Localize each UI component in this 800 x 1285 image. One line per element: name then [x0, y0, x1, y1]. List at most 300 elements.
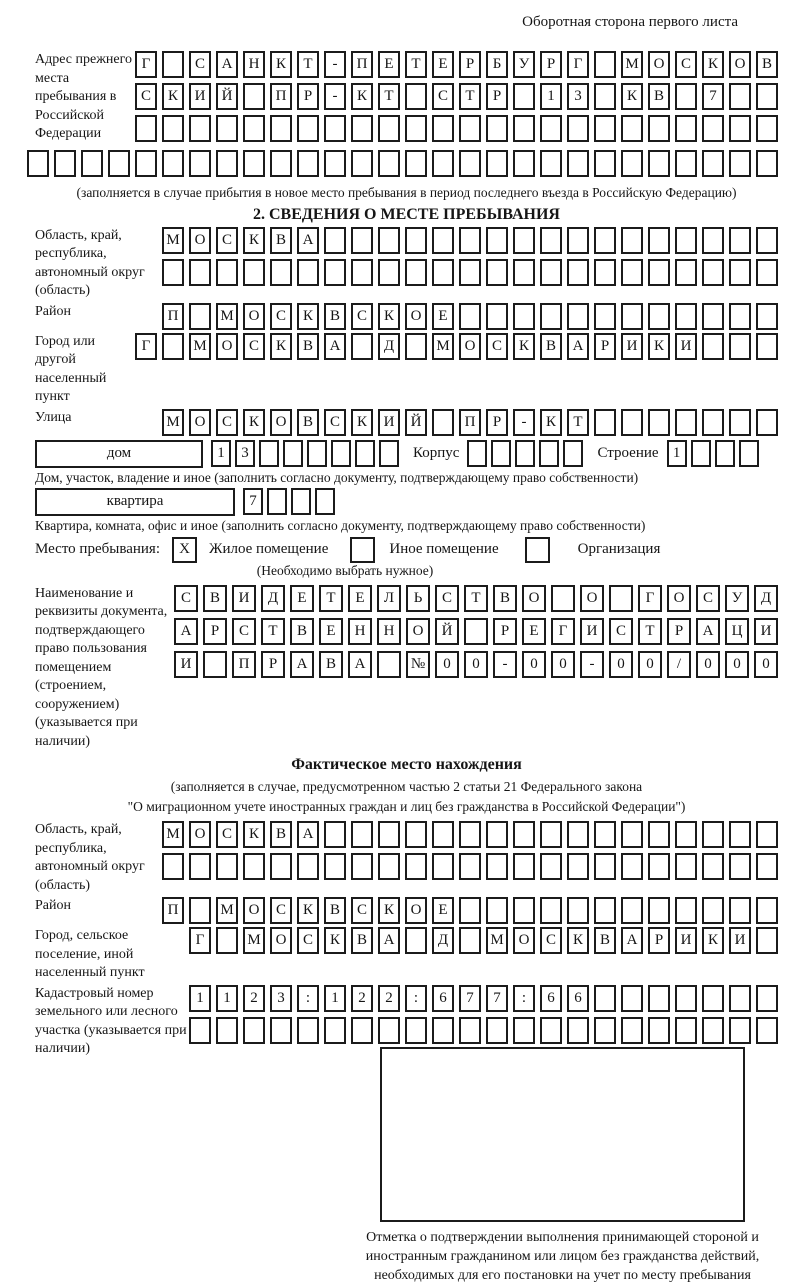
char-cell: К: [378, 303, 400, 330]
document-label: Наименование и реквизиты документа, подтверждающего право пользования помещением (строением, сооружением) (указывается при наличии): [35, 585, 168, 749]
city-label: Город или другой населенный пункт: [35, 333, 107, 404]
char-cell: [756, 115, 778, 142]
char-cell: Е: [348, 585, 372, 612]
prev-address-row-1: [135, 51, 778, 78]
char-cell: :: [405, 985, 427, 1012]
char-cell: [378, 259, 400, 286]
char-cell: [351, 333, 373, 360]
char-cell: А: [324, 333, 346, 360]
char-cell: О: [459, 333, 481, 360]
char-cell: [702, 150, 724, 177]
char-cell: 0: [435, 651, 459, 678]
char-cell: А: [297, 227, 319, 254]
stay-type-hint: (Необходимо выбрать нужное): [256, 562, 434, 578]
char-cell: Р: [648, 927, 670, 954]
char-cell: С: [216, 227, 238, 254]
char-cell: [729, 897, 751, 924]
char-cell: [702, 409, 724, 436]
char-cell: И: [675, 927, 697, 954]
char-cell: [715, 440, 735, 467]
char-cell: [702, 821, 724, 848]
char-cell: -: [513, 409, 535, 436]
actual-region-row-1: [162, 821, 778, 848]
char-cell: В: [351, 927, 373, 954]
char-cell: И: [174, 651, 198, 678]
char-cell: О: [189, 821, 211, 848]
char-cell: К: [378, 897, 400, 924]
house-caption: Дом, участок, владение и иное (заполнить согласно документу, подтверждающему право собственности): [35, 469, 639, 485]
char-cell: К: [702, 51, 724, 78]
char-cell: [513, 853, 535, 880]
char-cell: [729, 259, 751, 286]
char-cell: [702, 985, 724, 1012]
stay-type-checkbox-other: [350, 537, 375, 563]
region-block: [35, 227, 778, 298]
char-cell: К: [621, 83, 643, 110]
char-cell: П: [459, 409, 481, 436]
char-cell: [216, 115, 238, 142]
char-cell: Т: [261, 618, 285, 645]
char-cell: [594, 409, 616, 436]
char-cell: /: [667, 651, 691, 678]
char-cell: С: [232, 618, 256, 645]
char-cell: [486, 303, 508, 330]
char-cell: [567, 1017, 589, 1044]
char-cell: [459, 1017, 481, 1044]
char-cell: 0: [638, 651, 662, 678]
char-cell: -: [493, 651, 517, 678]
char-cell: Д: [432, 927, 454, 954]
char-cell: В: [203, 585, 227, 612]
char-cell: [331, 440, 351, 467]
char-cell: [621, 821, 643, 848]
char-cell: С: [324, 409, 346, 436]
char-cell: Н: [348, 618, 372, 645]
char-cell: [594, 83, 616, 110]
char-cell: [459, 259, 481, 286]
char-cell: 7: [459, 985, 481, 1012]
char-cell: К: [351, 409, 373, 436]
char-cell: К: [540, 409, 562, 436]
char-cell: [379, 440, 399, 467]
char-cell: П: [232, 651, 256, 678]
char-cell: В: [648, 83, 670, 110]
char-cell: О: [406, 618, 430, 645]
region-row-2: [162, 259, 778, 286]
char-cell: [567, 150, 589, 177]
char-cell: О: [513, 927, 535, 954]
char-cell: К: [702, 927, 724, 954]
char-cell: Е: [378, 51, 400, 78]
actual-region-label: Область, край, республика, автономный округ (область): [35, 822, 145, 893]
char-cell: [405, 150, 427, 177]
char-cell: Т: [378, 83, 400, 110]
char-cell: [567, 115, 589, 142]
char-cell: [270, 150, 292, 177]
char-cell: [729, 821, 751, 848]
char-cell: [432, 115, 454, 142]
char-cell: П: [351, 51, 373, 78]
char-cell: Т: [459, 83, 481, 110]
char-cell: [162, 115, 184, 142]
char-cell: [540, 303, 562, 330]
char-cell: К: [270, 51, 292, 78]
char-cell: Р: [203, 618, 227, 645]
char-cell: [756, 897, 778, 924]
char-cell: [351, 115, 373, 142]
char-cell: [108, 150, 130, 177]
stamp-section: [35, 1047, 778, 1285]
char-cell: [135, 150, 157, 177]
char-cell: Е: [319, 618, 343, 645]
char-cell: [675, 227, 697, 254]
city-row: [35, 333, 778, 407]
char-cell: 7: [702, 83, 724, 110]
char-cell: 0: [725, 651, 749, 678]
prev-address-row-3: [135, 115, 778, 142]
char-cell: Н: [243, 51, 265, 78]
char-cell: [563, 440, 583, 467]
region-label: Область, край, республика, автономный округ (область): [35, 227, 145, 298]
char-cell: [324, 1017, 346, 1044]
char-cell: С: [243, 333, 265, 360]
char-cell: [203, 651, 227, 678]
apartment-row: [35, 488, 778, 516]
char-cell: [259, 440, 279, 467]
char-cell: С: [351, 303, 373, 330]
char-cell: А: [216, 51, 238, 78]
char-cell: [291, 488, 311, 515]
char-cell: Т: [638, 618, 662, 645]
char-cell: [315, 488, 335, 515]
char-cell: [609, 585, 633, 612]
char-cell: П: [270, 83, 292, 110]
char-cell: [27, 150, 49, 177]
char-cell: [513, 227, 535, 254]
char-cell: [432, 853, 454, 880]
char-cell: [405, 333, 427, 360]
char-cell: [513, 115, 535, 142]
char-cell: [189, 150, 211, 177]
char-cell: А: [378, 927, 400, 954]
char-cell: [621, 227, 643, 254]
document-row-1: [174, 585, 778, 612]
char-cell: О: [189, 409, 211, 436]
stamp-caption: Отметка о подтверждении выполнения принимающей стороной и иностранным гражданином или лицом без гражданства действий, необходимых для его постановки на учет по месту пребывания: [365, 1229, 760, 1283]
char-cell: [405, 853, 427, 880]
char-cell: [486, 853, 508, 880]
char-cell: [405, 1017, 427, 1044]
char-cell: А: [174, 618, 198, 645]
char-cell: [702, 1017, 724, 1044]
char-cell: Г: [135, 51, 157, 78]
char-cell: [81, 150, 103, 177]
char-cell: 0: [551, 651, 575, 678]
char-cell: 1: [211, 440, 231, 467]
char-cell: 0: [522, 651, 546, 678]
char-cell: [486, 259, 508, 286]
char-cell: О: [667, 585, 691, 612]
char-cell: [594, 985, 616, 1012]
char-cell: [739, 440, 759, 467]
char-cell: Г: [135, 333, 157, 360]
char-cell: [270, 259, 292, 286]
char-cell: Г: [567, 51, 589, 78]
char-cell: С: [435, 585, 459, 612]
house-row: [35, 440, 778, 468]
char-cell: [189, 853, 211, 880]
char-cell: -: [324, 83, 346, 110]
char-cell: О: [580, 585, 604, 612]
char-cell: Е: [522, 618, 546, 645]
char-cell: [621, 1017, 643, 1044]
district-row: [35, 303, 778, 330]
char-cell: 1: [540, 83, 562, 110]
char-cell: [540, 897, 562, 924]
char-cell: С: [189, 51, 211, 78]
char-cell: [486, 821, 508, 848]
char-cell: К: [567, 927, 589, 954]
char-cell: [378, 227, 400, 254]
char-cell: [432, 1017, 454, 1044]
char-cell: [162, 333, 184, 360]
char-cell: [432, 259, 454, 286]
char-cell: М: [162, 227, 184, 254]
char-cell: Л: [377, 585, 401, 612]
char-cell: 3: [567, 83, 589, 110]
char-cell: 2: [243, 985, 265, 1012]
char-cell: Е: [432, 303, 454, 330]
char-cell: К: [297, 303, 319, 330]
char-cell: -: [324, 51, 346, 78]
char-cell: [702, 227, 724, 254]
char-cell: [648, 1017, 670, 1044]
char-cell: О: [243, 303, 265, 330]
char-cell: [459, 303, 481, 330]
char-cell: [216, 927, 238, 954]
region-row-1: [162, 227, 778, 254]
cadastral-block: [35, 985, 778, 1056]
char-cell: [756, 1017, 778, 1044]
char-cell: 0: [464, 651, 488, 678]
char-cell: [216, 150, 238, 177]
char-cell: А: [621, 927, 643, 954]
char-cell: 1: [324, 985, 346, 1012]
char-cell: [189, 897, 211, 924]
char-cell: [675, 409, 697, 436]
char-cell: [267, 488, 287, 515]
char-cell: Й: [216, 83, 238, 110]
char-cell: Б: [486, 51, 508, 78]
char-cell: Н: [377, 618, 401, 645]
char-cell: 1: [189, 985, 211, 1012]
char-cell: [515, 440, 535, 467]
document-row-3: [174, 651, 778, 678]
cadastral-row-2: [189, 1017, 778, 1044]
char-cell: [648, 227, 670, 254]
char-cell: [648, 259, 670, 286]
char-cell: [162, 51, 184, 78]
char-cell: [378, 115, 400, 142]
char-cell: П: [162, 303, 184, 330]
actual-region-row-2: [162, 853, 778, 880]
char-cell: [648, 303, 670, 330]
document-block: [35, 585, 778, 752]
char-cell: [405, 83, 427, 110]
char-cell: 6: [540, 985, 562, 1012]
char-cell: К: [324, 927, 346, 954]
char-cell: [675, 150, 697, 177]
char-cell: О: [270, 409, 292, 436]
char-cell: [405, 821, 427, 848]
char-cell: В: [493, 585, 517, 612]
char-cell: [729, 227, 751, 254]
char-cell: [351, 227, 373, 254]
char-cell: [243, 1017, 265, 1044]
char-cell: [567, 853, 589, 880]
district-label: Район: [35, 303, 71, 319]
char-cell: [189, 259, 211, 286]
apartment-cells: [243, 488, 335, 515]
char-cell: [621, 985, 643, 1012]
char-cell: С: [270, 303, 292, 330]
char-cell: 6: [432, 985, 454, 1012]
char-cell: [756, 259, 778, 286]
stay-type-option-organization: Организация: [577, 541, 661, 557]
char-cell: [297, 150, 319, 177]
char-cell: [621, 115, 643, 142]
char-cell: [378, 853, 400, 880]
char-cell: [459, 853, 481, 880]
char-cell: [540, 259, 562, 286]
char-cell: [351, 150, 373, 177]
char-cell: [432, 227, 454, 254]
char-cell: [702, 259, 724, 286]
char-cell: М: [189, 333, 211, 360]
char-cell: [378, 150, 400, 177]
char-cell: [756, 409, 778, 436]
char-cell: О: [270, 927, 292, 954]
char-cell: [405, 115, 427, 142]
char-cell: С: [351, 897, 373, 924]
char-cell: [756, 333, 778, 360]
char-cell: [675, 1017, 697, 1044]
char-cell: [675, 821, 697, 848]
char-cell: [675, 303, 697, 330]
char-cell: С: [174, 585, 198, 612]
char-cell: Р: [486, 409, 508, 436]
char-cell: Р: [493, 618, 517, 645]
actual-district-cells: [162, 897, 778, 924]
char-cell: [567, 227, 589, 254]
char-cell: М: [243, 927, 265, 954]
char-cell: [621, 897, 643, 924]
char-cell: [648, 409, 670, 436]
char-cell: [324, 853, 346, 880]
char-cell: [297, 115, 319, 142]
char-cell: М: [486, 927, 508, 954]
char-cell: С: [486, 333, 508, 360]
actual-region-block: [35, 821, 778, 893]
char-cell: [243, 83, 265, 110]
char-cell: [216, 853, 238, 880]
char-cell: [729, 150, 751, 177]
char-cell: [594, 115, 616, 142]
char-cell: Ь: [406, 585, 430, 612]
char-cell: Й: [405, 409, 427, 436]
char-cell: -: [580, 651, 604, 678]
char-cell: 2: [378, 985, 400, 1012]
char-cell: [351, 1017, 373, 1044]
char-cell: [540, 1017, 562, 1044]
char-cell: [675, 115, 697, 142]
char-cell: [594, 227, 616, 254]
stroenie-cells: [667, 440, 759, 467]
char-cell: [351, 821, 373, 848]
char-cell: 3: [235, 440, 255, 467]
char-cell: [355, 440, 375, 467]
prev-address-label: Адрес прежнего места пребывания в Российской Федерации: [35, 52, 132, 141]
char-cell: У: [725, 585, 749, 612]
prev-address-row-2: [135, 83, 778, 110]
actual-city-row: [35, 927, 778, 983]
char-cell: С: [216, 409, 238, 436]
char-cell: Р: [459, 51, 481, 78]
char-cell: Е: [290, 585, 314, 612]
char-cell: [405, 927, 427, 954]
char-cell: С: [432, 83, 454, 110]
stay-type-checkbox-organization: [525, 537, 550, 563]
char-cell: [648, 150, 670, 177]
char-cell: С: [135, 83, 157, 110]
char-cell: А: [696, 618, 720, 645]
char-cell: [756, 150, 778, 177]
char-cell: [675, 853, 697, 880]
char-cell: О: [405, 897, 427, 924]
house-type-box: дом: [35, 440, 203, 468]
char-cell: М: [216, 303, 238, 330]
char-cell: [729, 1017, 751, 1044]
char-cell: В: [594, 927, 616, 954]
char-cell: [729, 115, 751, 142]
char-cell: [594, 853, 616, 880]
char-cell: [594, 259, 616, 286]
char-cell: [513, 83, 535, 110]
stay-type-checkbox-residential: X: [172, 537, 197, 563]
char-cell: [432, 821, 454, 848]
char-cell: [648, 821, 670, 848]
char-cell: [648, 115, 670, 142]
char-cell: О: [648, 51, 670, 78]
char-cell: [621, 150, 643, 177]
char-cell: :: [297, 985, 319, 1012]
char-cell: Д: [261, 585, 285, 612]
char-cell: 7: [243, 488, 263, 515]
char-cell: К: [162, 83, 184, 110]
char-cell: [648, 853, 670, 880]
char-cell: 1: [216, 985, 238, 1012]
char-cell: [648, 897, 670, 924]
char-cell: В: [756, 51, 778, 78]
char-cell: [464, 618, 488, 645]
char-cell: [135, 115, 157, 142]
char-cell: [459, 227, 481, 254]
char-cell: [567, 897, 589, 924]
actual-district-row: [35, 897, 778, 924]
char-cell: [324, 227, 346, 254]
char-cell: [270, 115, 292, 142]
char-cell: [702, 333, 724, 360]
